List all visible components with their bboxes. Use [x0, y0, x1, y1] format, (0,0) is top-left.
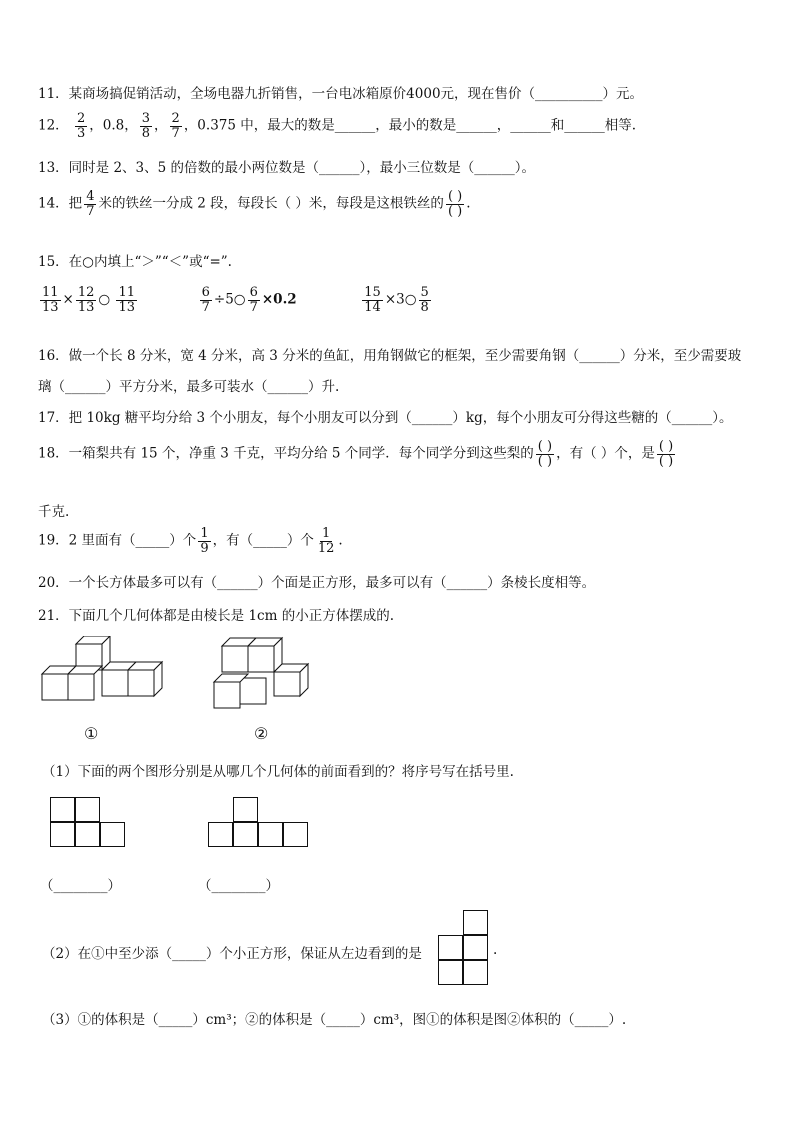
fraction: $\frac{2}{3}$ — [76, 111, 86, 141]
fraction: $\frac{4}{7}$ — [86, 189, 95, 219]
question-12: 12． $\frac{2}{3}$ ，0.8， $\frac{3}{8}$ ， $\frac{2}{7}$ ，0.375 中，最大的数是______，最小的数是______，______和______相等. — [38, 111, 637, 141]
solid-figure-1 — [40, 636, 165, 708]
part-1-question: （1）下面的两个图形分别是从哪几个几何体的前面看到的？将序号写在括号里. — [42, 764, 514, 780]
front-view-b — [208, 797, 312, 849]
question-17: 17．把 10kg 糖平均分给 3 个小朋友，每个小朋友可以分到（______）kg，每个小朋友可分得这些糖的（______）。 — [38, 410, 733, 426]
question-19: 19．2 里面有（_____）个 $\frac{1}{9}$ ，有（_____）个 $\frac{1}{12}$ . — [38, 526, 343, 556]
blank-fraction: $\frac{( )}{( )}$ — [658, 439, 674, 469]
solid-figure-2 — [212, 634, 322, 714]
question-16-line2: 璃（______）平方分米，最多可装水（______）升. — [38, 379, 340, 395]
question-16-line1: 16．做一个长 8 分米，宽 4 分米，高 3 分米的鱼缸，用角钢做它的框架，至少需要角钢（______）分米，至少需要玻 — [38, 348, 742, 364]
question-18-unit: 千克. — [38, 504, 70, 520]
part-2-end: . — [493, 942, 498, 958]
question-15: 15．在○内填上“＞”“＜”或“=”. — [38, 254, 232, 270]
question-21: 21．下面几个几何体都是由棱长是 1cm 的小正方体摆成的. — [38, 608, 395, 624]
fraction: $\frac{2}{7}$ — [171, 111, 180, 141]
front-view-a — [50, 797, 128, 849]
question-13: 13．同时是 2、3、5 的倍数的最小两位数是（______），最小三位数是（______）。 — [38, 160, 536, 176]
answer-blank-b[interactable]: （________） — [198, 878, 279, 894]
question-14: 14．把 $\frac{4}{7}$ 米的铁丝一分成 2 段，每段长（ ）米，每段是这根铁丝的 $\frac{( )}{( )}$ . — [38, 189, 471, 219]
fraction: $\frac{3}{8}$ — [141, 111, 151, 141]
part-2-question: （2）在①中至少添（_____）个小正方形，保证从左边看到的是 — [42, 946, 422, 962]
part-3-question: （3）①的体积是（_____）cm³；②的体积是（_____）cm³，图①的体积是图②体积的（_____）. — [42, 1012, 627, 1028]
question-15-items: $\frac{11}{13}$ × $\frac{12}{13}$ ○ $\frac{11}{13}$ $\frac{6}{7}$ ÷5○ $\frac{6}{7}$ ×0.2 $\frac{15}{14}$ ×3○ $\frac{5}{8}$ — [42, 285, 429, 315]
figure-2-label: ② — [254, 724, 269, 743]
blank-fraction: $\frac{( )}{( )}$ — [447, 189, 463, 219]
figure-1-label: ① — [84, 724, 99, 743]
left-view — [438, 910, 490, 988]
question-11: 11．某商场搞促销活动，全场电器九折销售，一台电冰箱原价4000元，现在售价（__________）元。 — [38, 86, 644, 102]
question-20: 20．一个长方体最多可以有（______）个面是正方形，最多可以有（______）条棱长度相等。 — [38, 575, 596, 591]
blank-fraction: $\frac{( )}{( )}$ — [537, 439, 553, 469]
question-18: 18．一箱梨共有 15 个，净重 3 千克，平均分给 5 个同学．每个同学分到这些梨的 $\frac{( )}{( )}$ ，有（ ）个，是 $\frac{( )}{( )}$ — [38, 439, 674, 469]
answer-blank-a[interactable]: （________） — [40, 878, 121, 894]
